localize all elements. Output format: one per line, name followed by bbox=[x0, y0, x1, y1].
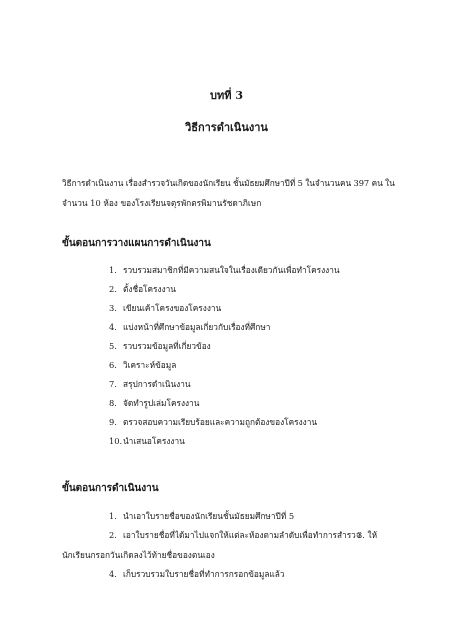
list-item bbox=[109, 528, 361, 542]
list-item-number: 1. bbox=[109, 265, 117, 275]
section-heading-planning: ขั้นตอนการวางแผนการดำเนินงาน bbox=[62, 238, 211, 249]
list-item bbox=[109, 509, 294, 523]
list-item-text: ตรวจสอบความเรียบร้อยและความถูกต้องของโครงงาน bbox=[123, 417, 318, 427]
list-item-text: สรุปการดำเนินงาน bbox=[123, 379, 191, 389]
list-item-number: 2. bbox=[109, 284, 117, 294]
chapter-heading: บทที่ 3 bbox=[210, 89, 243, 102]
list-item-number: 2. bbox=[109, 530, 117, 540]
list-item-number: 4. bbox=[109, 569, 117, 579]
list-item-number: 7. bbox=[109, 379, 117, 389]
list-item-number: 10. bbox=[109, 436, 123, 446]
list-item-text: รวบรวมสมาชิกที่มีความสนใจในเรื่องเดียวกันเพื่อทำโครงงาน bbox=[123, 265, 340, 275]
list-item bbox=[109, 263, 340, 277]
list-item-inline-step-3: 3. ให้ bbox=[357, 530, 378, 540]
list-item-text: เก็บรวบรวมใบรายชื่อที่ทำการกรอกข้อมูลแล้ว bbox=[123, 569, 285, 579]
list-item bbox=[109, 377, 191, 391]
list-item-text: แบ่งหน้าที่ศึกษาข้อมูลเกี่ยวกับเรื่องที่ศึกษา bbox=[123, 322, 271, 332]
list-item bbox=[109, 567, 285, 581]
list-item-text: ตั้งชื่อโครงงาน bbox=[123, 284, 176, 294]
list-item-number: 8. bbox=[109, 398, 117, 408]
list-item bbox=[109, 320, 270, 334]
list-item-text: เอาใบรายชื่อที่ได้มาไปแจกให้แต่ละห้องตามลำดับเพื่อทำการสำรวจ bbox=[123, 530, 361, 540]
list-item bbox=[109, 282, 176, 296]
list-item-number: 6. bbox=[109, 360, 117, 370]
list-item bbox=[109, 415, 317, 429]
list-item bbox=[109, 301, 221, 315]
list-item bbox=[109, 358, 176, 372]
intro-paragraph-line-1: วิธีการดำเนินงาน เรื่องสำรวจวันเกิดของนักเรียน ชั้นมัธยมศึกษาปีที่ 5 ในจำนวนคน 397 คน ใน bbox=[62, 178, 395, 188]
list-item-number: 9. bbox=[109, 417, 117, 427]
list-item-text: เขียนเค้าโครงของโครงงาน bbox=[123, 303, 222, 313]
list-item-text: รวบรวมข้อมูลที่เกี่ยวข้อง bbox=[123, 341, 211, 351]
list-item-number: 4. bbox=[109, 322, 117, 332]
list-item-number: 3. bbox=[109, 303, 117, 313]
list-item-continuation: นักเรียนกรอกวันเกิดลงไว้ท้ายชื่อของตนเอง bbox=[62, 550, 215, 560]
list-item-number: 1. bbox=[109, 511, 117, 521]
intro-paragraph-line-2: จำนวน 10 ห้อง ของโรงเรียนจตุรพักตรพิมานรัชดาภิเษก bbox=[62, 198, 262, 208]
list-item-text: นำเสนอโครงงาน bbox=[123, 436, 185, 446]
chapter-title: วิธีการดำเนินงาน bbox=[185, 121, 268, 134]
list-item-text: นำเอาใบรายชื่อของนักเรียนชั้นมัธยมศึกษาปีที่ 5 bbox=[123, 511, 295, 521]
list-item bbox=[109, 396, 199, 410]
list-item-text: วิเคราะห์ข้อมูล bbox=[123, 360, 177, 370]
list-item bbox=[109, 434, 185, 448]
list-item-text: จัดทำรูปเล่มโครงงาน bbox=[123, 398, 200, 408]
section-heading-procedure: ขั้นตอนการดำเนินงาน bbox=[62, 483, 159, 494]
list-item bbox=[109, 339, 211, 353]
list-item-number: 5. bbox=[109, 341, 117, 351]
